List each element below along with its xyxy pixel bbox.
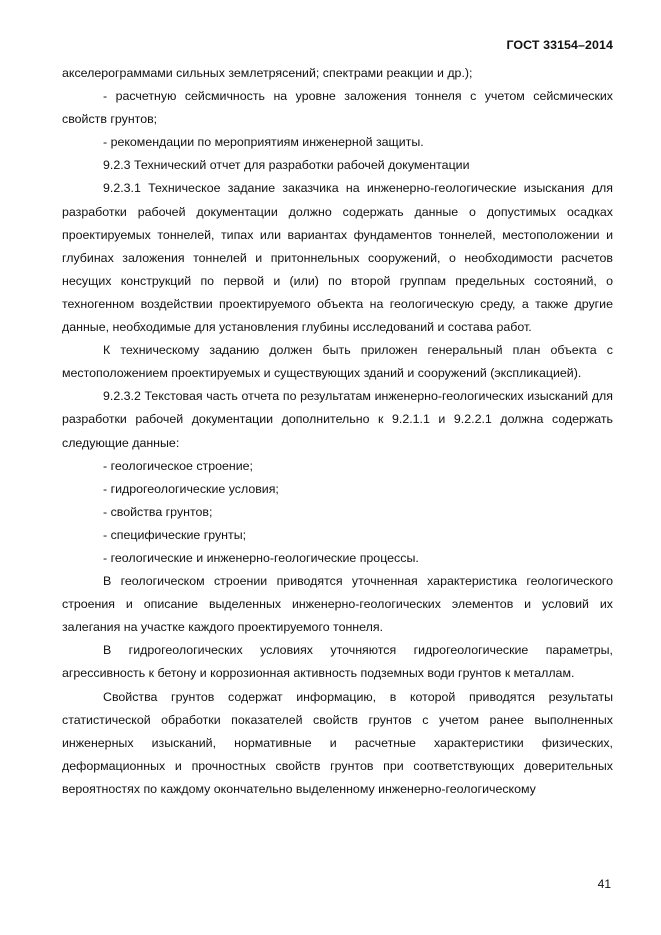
list-item: - геологические и инженерно-геологические процессы. <box>103 550 419 565</box>
paragraph: В гидрогеологических условиях уточняются гидрогеологические параметры, агрессивность к бетону и коррозионная активность подземных води грунтов к металлам. <box>62 643 613 681</box>
list-item: - гидрогеологические условия; <box>103 481 279 496</box>
list-item: - расчетную сейсмичность на уровне заложения тоннеля с учетом сейсмических свойств грунтов; <box>62 89 613 127</box>
paragraph: Свойства грунтов содержат информацию, в которой приводятся результаты статистической обработки показателей свойств грунтов с учетом ранее выполненных инженерных изысканий, нормативные и расчетные характеристики физических, деформационных и прочностных свойств грунтов при соответствующих доверительных вероятностях по каждому окончательно выделенному инженерно-геологическому <box>62 689 613 796</box>
paragraph: В геологическом строении приводятся уточненная характеристика геологического строения и описание выделенных инженерно-геологических элементов и условий их залегания на участке каждого проектируемого тоннеля. <box>62 574 613 635</box>
list-item: - специфические грунты; <box>103 527 247 542</box>
section-heading: 9.2.3 Технический отчет для разработки рабочей документации <box>103 158 470 173</box>
list-item: - геологическое строение; <box>103 458 253 473</box>
document-code: ГОСТ 33154–2014 <box>506 38 613 52</box>
list-item: - свойства грунтов; <box>103 504 213 519</box>
paragraph: К техническому заданию должен быть приложен генеральный план объекта с местоположением проектируемых и существующих зданий и сооружений (экспликацией). <box>62 343 613 381</box>
paragraph: 9.2.3.1 Техническое задание заказчика на инженерно-геологические изыскания для разработки рабочей документации должно содержать данные о допустимых осадках проектируемых тоннелей, типах или вариантах фундаментов тоннелей, местоположении и глубинах заложения тоннелей и притоннельных сооружений, о необходимости расчетов несущих конструкций по первой и (или) по второй группам предельных состояний, о техногенном воздействии проектируемого объекта на геологическую среду, а также другие данные, необходимые для установления глубины исследований и состава работ. <box>62 181 613 335</box>
list-item: - рекомендации по мероприятиям инженерной защиты. <box>103 135 424 150</box>
paragraph: 9.2.3.2 Текстовая часть отчета по результатам инженерно-геологических изысканий для разработки рабочей документации дополнительно к 9.2.1.1 и 9.2.2.1 должна содержать следующие данные: <box>62 389 613 450</box>
paragraph: акселерограммами сильных землетрясений; спектрами реакции и др.); <box>62 66 473 80</box>
page-number: 41 <box>597 877 611 891</box>
document-body <box>62 62 613 801</box>
